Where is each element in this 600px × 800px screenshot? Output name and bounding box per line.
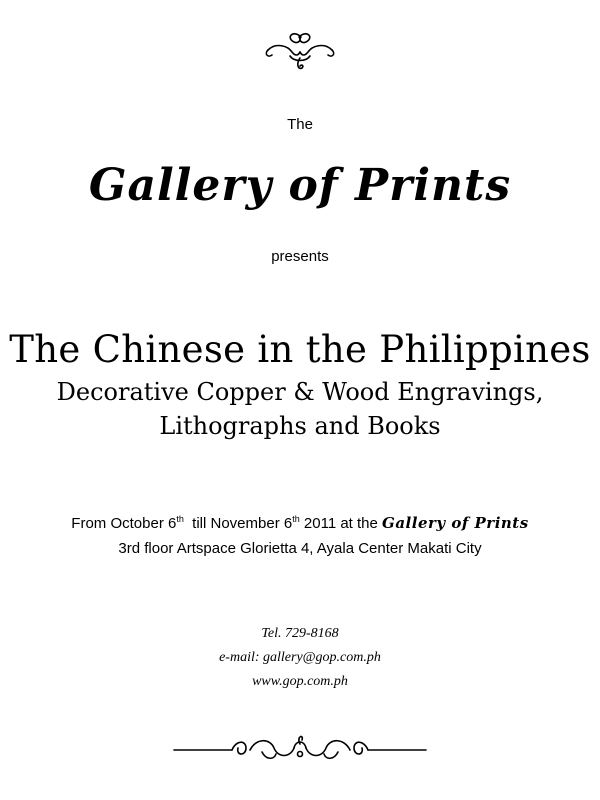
exhibition-subtitle-line2: Lithographs and Books (159, 412, 441, 440)
exhibition-dates (0, 514, 600, 532)
presents-text: presents (271, 248, 329, 265)
date-ordinal-2: th (292, 514, 300, 524)
date-year: 2011 at the (299, 515, 383, 532)
contact-email[interactable]: e-mail: gallery@gop.com.ph (219, 650, 381, 665)
contact-website[interactable]: www.gop.com.ph (252, 674, 348, 689)
date-from: From October 6 (71, 515, 177, 532)
flourish-ornament-icon (262, 28, 338, 76)
exhibition-subtitle-line1: Decorative Copper & Wood Engravings, (56, 378, 544, 406)
intro-text: The (287, 116, 313, 133)
date-till: till November 6 (183, 515, 293, 532)
exhibition-title: The Chinese in the Philippines (9, 328, 591, 371)
contact-telephone: Tel. 729-8168 (261, 626, 339, 641)
scroll-divider-ornament-icon (170, 730, 430, 768)
date-ordinal-1: th (176, 514, 184, 524)
gallery-name-heading: Gallery of Prints (88, 160, 512, 211)
venue-address: 3rd floor Artspace Glorietta 4, Ayala Center Makati City (118, 540, 482, 557)
venue-name: Gallery of Prints (382, 514, 529, 532)
